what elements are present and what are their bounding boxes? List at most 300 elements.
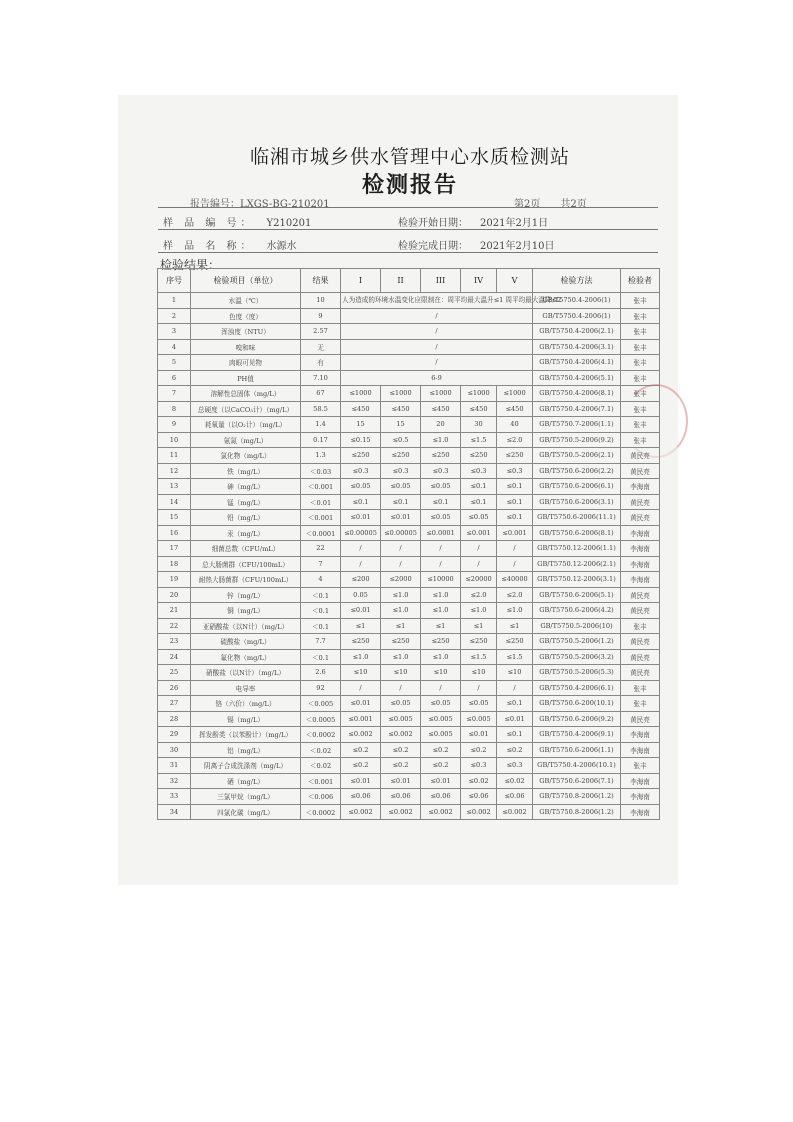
grade-limit-cell: ≤0.1 (497, 696, 533, 712)
col-header: I (341, 269, 381, 293)
grade-limit-cell: ≤40000 (497, 572, 533, 588)
grade-limit-cell: ≤0.06 (341, 789, 381, 805)
result-cell: ＜0.006 (301, 789, 341, 805)
grade-limit-cell: ≤0.05 (381, 479, 421, 495)
row-number-cell: 27 (158, 696, 191, 712)
method-cell: GB/T5750.4-2006(6.1) (533, 680, 621, 696)
row-number-cell: 30 (158, 742, 191, 758)
grade-limit-cell: ≤1 (461, 618, 497, 634)
tester-cell: 李海南 (621, 541, 660, 557)
start-date-value: 2021年2月1日 (480, 218, 549, 229)
grade-limit-cell: ≤0.05 (461, 510, 497, 526)
col-header: 结果 (301, 269, 341, 293)
grade-limit-cell: / (421, 680, 461, 696)
grade-limit-cell: ≤0.05 (421, 479, 461, 495)
grade-limit-cell: 15 (341, 417, 381, 433)
grade-limit-cell: ≤1.0 (497, 603, 533, 619)
tester-cell: 黄民亮 (621, 665, 660, 681)
grade-limit-cell: ≤0.1 (497, 479, 533, 495)
results-label: 检验结果： (160, 258, 221, 272)
row-number-cell: 15 (158, 510, 191, 526)
method-cell: GB/T5750.6-2006(8.1) (533, 525, 621, 541)
result-cell: 10 (301, 293, 341, 309)
table-row (158, 432, 660, 448)
table-row (158, 401, 660, 417)
grade-limit-cell: ≤0.002 (381, 727, 421, 743)
result-cell: ＜0.01 (301, 494, 341, 510)
row-number-cell: 31 (158, 758, 191, 774)
table-row (158, 603, 660, 619)
item-cell: 四氯化碳（mg/L） (191, 804, 301, 820)
item-cell: 水温（℃） (191, 293, 301, 309)
table-row (158, 618, 660, 634)
method-cell: GB/T5750.6-2006(7.1) (533, 773, 621, 789)
grade-limit-cell: ≤0.3 (497, 463, 533, 479)
row-number-cell: 11 (158, 448, 191, 464)
result-cell: 2.57 (301, 324, 341, 340)
tester-cell: 张丰 (621, 386, 660, 402)
table-row (158, 370, 660, 386)
grade-limit-cell: ≤0.01 (497, 711, 533, 727)
table-row (158, 510, 660, 526)
method-cell: GB/T5750.8-2006(1.2) (533, 804, 621, 820)
grade-limit-cell: ≤450 (421, 401, 461, 417)
table-row (158, 417, 660, 433)
grade-limit-cell: ≤0.3 (461, 758, 497, 774)
grade-limit-cell: ≤1.0 (421, 432, 461, 448)
grade-limit-cell: ≤1.0 (421, 587, 461, 603)
grade-limit-cell: ≤1000 (381, 386, 421, 402)
table-row (158, 308, 660, 324)
row-number-cell: 5 (158, 355, 191, 371)
row-number-cell: 10 (158, 432, 191, 448)
row-number-cell: 1 (158, 293, 191, 309)
item-cell: 硝酸盐（以N计）（mg/L） (191, 665, 301, 681)
grade-limit-cell: ≤0.2 (381, 742, 421, 758)
result-cell: ＜0.001 (301, 510, 341, 526)
grade-limit-cell: ≤20000 (461, 572, 497, 588)
item-cell: 氯化物（mg/L） (191, 448, 301, 464)
grade-limit-cell: ≤0.2 (421, 758, 461, 774)
grade-limit-cell: ≤0.0001 (421, 525, 461, 541)
grade-limit-cell: ≤1.0 (461, 603, 497, 619)
tester-cell: 张丰 (621, 401, 660, 417)
grade-limit-cell: / (381, 556, 421, 572)
grade-limit-cell: 40 (497, 417, 533, 433)
grade-limit-cell: ≤2.0 (497, 432, 533, 448)
tester-cell: 张丰 (621, 324, 660, 340)
tester-cell: 黄民亮 (621, 649, 660, 665)
grade-limit-cell: ≤0.001 (497, 525, 533, 541)
table-row (158, 649, 660, 665)
grade-limit-cell: ≤0.1 (497, 510, 533, 526)
grade-limit-cell: ≤0.002 (341, 727, 381, 743)
tester-cell: 张丰 (621, 432, 660, 448)
header-rule (158, 207, 658, 208)
item-cell: 细菌总数（CFU/mL） (191, 541, 301, 557)
method-cell: GB/T5750.4-2006(5.1) (533, 370, 621, 386)
grade-limit-cell: ≤0.06 (497, 789, 533, 805)
item-cell: 铜（mg/L） (191, 603, 301, 619)
method-cell: GB/T5750.5-2006(10) (533, 618, 621, 634)
row-number-cell: 6 (158, 370, 191, 386)
grade-limit-cell: / (341, 556, 381, 572)
grade-limit-cell: ≤1000 (341, 386, 381, 402)
grade-limit-cell: ≤0.2 (421, 742, 461, 758)
grade-limit-cell: ≤0.2 (341, 742, 381, 758)
result-cell: 1.3 (301, 448, 341, 464)
grade-limit-cell: / (461, 541, 497, 557)
grade-limit-cell: ≤1 (341, 618, 381, 634)
grade-limit-cell: ≤1000 (421, 386, 461, 402)
table-row (158, 727, 660, 743)
row-number-cell: 16 (158, 525, 191, 541)
col-header: 检验项目（单位） (191, 269, 301, 293)
result-cell: ＜0.1 (301, 603, 341, 619)
method-cell: GB/T5750.5-2006(5.3) (533, 665, 621, 681)
result-cell: 67 (301, 386, 341, 402)
table-row (158, 355, 660, 371)
grade-limit-cell: ≤1.0 (341, 649, 381, 665)
tester-cell: 李海南 (621, 773, 660, 789)
method-cell: GB/T5750.6-2006(5.1) (533, 587, 621, 603)
item-cell: 锌（mg/L） (191, 587, 301, 603)
tester-cell: 张丰 (621, 417, 660, 433)
item-cell: 锰（mg/L） (191, 494, 301, 510)
method-cell: GB/T5750.8-2006(1.2) (533, 789, 621, 805)
result-cell: 无 (301, 339, 341, 355)
tester-cell: 黄民亮 (621, 634, 660, 650)
col-header: II (381, 269, 421, 293)
result-cell: ＜0.02 (301, 758, 341, 774)
tester-cell: 李海南 (621, 525, 660, 541)
result-cell: ＜0.005 (301, 696, 341, 712)
row-number-cell: 8 (158, 401, 191, 417)
tester-cell: 李海南 (621, 789, 660, 805)
method-cell: GB/T5750.4-2006(8.1) (533, 386, 621, 402)
grade-limit-merged-cell: 人为造成的环境水温变化应限制在：周平均最大温升≤1 周平均最大温降≤2 (341, 293, 533, 309)
tester-cell: 张丰 (621, 370, 660, 386)
grade-limit-cell: / (341, 680, 381, 696)
item-cell: 铝（mg/L） (191, 742, 301, 758)
grade-limit-cell: ≤0.3 (421, 463, 461, 479)
table-row (158, 448, 660, 464)
grade-limit-cell: ≤0.2 (341, 758, 381, 774)
grade-limit-cell: ≤10 (421, 665, 461, 681)
tester-cell: 张丰 (621, 618, 660, 634)
row-number-cell: 17 (158, 541, 191, 557)
method-cell: GB/T5750.6-2006(6.1) (533, 479, 621, 495)
item-cell: 阴离子合成洗涤剂（mg/L） (191, 758, 301, 774)
row-number-cell: 29 (158, 727, 191, 743)
result-cell: 7.10 (301, 370, 341, 386)
grade-limit-cell: ≤250 (497, 448, 533, 464)
row-number-cell: 34 (158, 804, 191, 820)
grade-limit-cell: ≤1000 (461, 386, 497, 402)
row-number-cell: 12 (158, 463, 191, 479)
tester-cell: 黄民亮 (621, 463, 660, 479)
grade-limit-cell: ≤1.5 (461, 649, 497, 665)
organization-title: 临湘市城乡供水管理中心水质检测站 (249, 146, 570, 168)
tester-cell: 李海南 (621, 572, 660, 588)
grade-limit-cell: ≤0.00005 (341, 525, 381, 541)
item-cell: 浑浊度（NTU） (191, 324, 301, 340)
grade-limit-cell: ≤0.01 (381, 773, 421, 789)
table-row (158, 386, 660, 402)
method-cell: GB/T5750.5-2006(9.2) (533, 432, 621, 448)
tester-cell: 黄民亮 (621, 711, 660, 727)
method-cell: GB/T5750.4-2006(2.1) (533, 324, 621, 340)
table-row (158, 479, 660, 495)
grade-limit-cell: / (461, 680, 497, 696)
col-header: III (421, 269, 461, 293)
method-cell: GB/T5750.4-2006(7.1) (533, 401, 621, 417)
grade-limit-cell: ≤0.001 (461, 525, 497, 541)
result-cell: ＜0.1 (301, 587, 341, 603)
tester-cell: 张丰 (621, 758, 660, 774)
item-cell: 溶解性总固体（mg/L） (191, 386, 301, 402)
grade-limit-cell: ≤1 (497, 618, 533, 634)
grade-limit-cell: 15 (381, 417, 421, 433)
item-cell: 铅（mg/L） (191, 510, 301, 526)
grade-limit-cell: / (421, 541, 461, 557)
item-cell: 总大肠菌群（CFU/100mL） (191, 556, 301, 572)
result-cell: ＜0.001 (301, 773, 341, 789)
item-cell: 氟化物（mg/L） (191, 649, 301, 665)
table-row (158, 572, 660, 588)
method-cell: GB/T5750.4-2006(9.1) (533, 727, 621, 743)
row-number-cell: 25 (158, 665, 191, 681)
table-row (158, 804, 660, 820)
grade-limit-cell: ≤200 (341, 572, 381, 588)
result-cell: 2.6 (301, 665, 341, 681)
grade-limit-cell: ≤0.005 (421, 727, 461, 743)
grade-limit-cell: ≤0.002 (461, 804, 497, 820)
grade-limit-cell: ≤0.02 (461, 773, 497, 789)
result-cell: 58.5 (301, 401, 341, 417)
item-cell: 氨氮（mg/L） (191, 432, 301, 448)
grade-limit-cell: ≤250 (497, 634, 533, 650)
grade-limit-cell: ≤0.02 (497, 773, 533, 789)
grade-limit-cell: ≤1.0 (381, 603, 421, 619)
grade-limit-cell: ≤1.0 (381, 587, 421, 603)
method-cell: GB/T5750.12-2006(2.1) (533, 556, 621, 572)
grade-limit-cell: / (381, 541, 421, 557)
item-cell: 铬（六价）（mg/L） (191, 696, 301, 712)
method-cell: GB/T5750.4-2006(1) (533, 293, 621, 309)
result-cell: ＜0.0005 (301, 711, 341, 727)
result-cell: 有 (301, 355, 341, 371)
item-cell: 亚硝酸盐（以N计）（mg/L） (191, 618, 301, 634)
sample-no-field (163, 214, 311, 229)
result-cell: ＜0.0002 (301, 804, 341, 820)
grade-limit-merged-cell: / (341, 324, 533, 340)
tester-cell: 张丰 (621, 339, 660, 355)
method-cell: GB/T5750.5-2006(2.1) (533, 448, 621, 464)
tester-cell: 李海南 (621, 727, 660, 743)
table-row (158, 665, 660, 681)
grade-limit-cell: ≤10000 (421, 572, 461, 588)
grade-limit-merged-cell: 6-9 (341, 370, 533, 386)
item-cell: 肉眼可见物 (191, 355, 301, 371)
col-header: V (497, 269, 533, 293)
grade-limit-cell: ≤250 (341, 634, 381, 650)
row-number-cell: 24 (158, 649, 191, 665)
item-cell: 镉（mg/L） (191, 711, 301, 727)
item-cell: 电导率 (191, 680, 301, 696)
tester-cell: 黄民亮 (621, 494, 660, 510)
grade-limit-cell: ≤0.2 (381, 758, 421, 774)
end-date-label: 检验完成日期： (398, 241, 468, 252)
grade-limit-cell: ≤250 (461, 448, 497, 464)
row-number-cell: 3 (158, 324, 191, 340)
result-cell: ＜0.1 (301, 649, 341, 665)
table-row (158, 711, 660, 727)
row-number-cell: 32 (158, 773, 191, 789)
method-cell: GB/T5750.6-200(10.1) (533, 696, 621, 712)
method-cell: GB/T5750.6-2006(4.2) (533, 603, 621, 619)
table-row (158, 634, 660, 650)
item-cell: 三氯甲烷（mg/L） (191, 789, 301, 805)
page-number: 第2页 共2页 (514, 199, 587, 210)
method-cell: GB/T5750.12-2006(3.1) (533, 572, 621, 588)
grade-limit-cell: ≤0.1 (341, 494, 381, 510)
method-cell: GB/T5750.4-2006(4.1) (533, 355, 621, 371)
report-number: 报告编号：LXGS-BG-210201 (190, 199, 330, 210)
tester-cell: 李海南 (621, 479, 660, 495)
grade-limit-cell: ≤0.3 (381, 463, 421, 479)
result-cell: ＜0.001 (301, 479, 341, 495)
tester-cell: 黄民亮 (621, 510, 660, 526)
grade-limit-cell: ≤10 (341, 665, 381, 681)
grade-limit-cell: ≤0.3 (341, 463, 381, 479)
item-cell: 耐热大肠菌群（CFU/100mL） (191, 572, 301, 588)
col-header: 检验方法 (533, 269, 621, 293)
grade-limit-cell: ≤2.0 (461, 587, 497, 603)
method-cell: GB/T5750.6-2006(9.2) (533, 711, 621, 727)
grade-limit-cell: / (421, 556, 461, 572)
grade-limit-cell: ≤0.01 (341, 696, 381, 712)
row-number-cell: 19 (158, 572, 191, 588)
tester-cell: 李海南 (621, 804, 660, 820)
grade-limit-cell: ≤10 (381, 665, 421, 681)
grade-limit-cell: / (461, 556, 497, 572)
sample-no-value: Y210201 (266, 218, 312, 229)
grade-limit-cell: ≤1000 (497, 386, 533, 402)
row-number-cell: 2 (158, 308, 191, 324)
item-cell: 硫酸盐（mg/L） (191, 634, 301, 650)
grade-limit-cell: 20 (421, 417, 461, 433)
grade-limit-cell: ≤0.005 (381, 711, 421, 727)
item-cell: 色度（度） (191, 308, 301, 324)
result-cell: ＜0.0002 (301, 727, 341, 743)
item-cell: 耗氧量（以O₂计）（mg/L） (191, 417, 301, 433)
grade-limit-cell: ≤0.01 (381, 510, 421, 526)
col-header: 检验者 (621, 269, 660, 293)
row-number-cell: 33 (158, 789, 191, 805)
grade-limit-cell: ≤0.5 (381, 432, 421, 448)
tester-cell: 黄民亮 (621, 587, 660, 603)
result-cell: 1.4 (301, 417, 341, 433)
item-cell: 汞（mg/L） (191, 525, 301, 541)
grade-limit-cell: ≤0.05 (421, 510, 461, 526)
table-row (158, 541, 660, 557)
meta-rule-bottom (158, 252, 658, 253)
table-row (158, 773, 660, 789)
method-cell: GB/T5750.4-2006(3.1) (533, 339, 621, 355)
result-cell: ＜0.02 (301, 742, 341, 758)
grade-limit-cell: ≤0.1 (461, 494, 497, 510)
item-cell: 硒（mg/L） (191, 773, 301, 789)
grade-limit-cell: ≤0.05 (421, 696, 461, 712)
table-row (158, 339, 660, 355)
row-number-cell: 22 (158, 618, 191, 634)
table-row (158, 463, 660, 479)
table-row (158, 525, 660, 541)
grade-limit-cell: / (381, 680, 421, 696)
table-row (158, 587, 660, 603)
grade-limit-cell: ≤0.002 (381, 804, 421, 820)
grade-limit-cell: 30 (461, 417, 497, 433)
result-cell: 9 (301, 308, 341, 324)
table-row (158, 494, 660, 510)
meta-rule (158, 229, 658, 230)
grade-limit-cell: ≤0.2 (461, 742, 497, 758)
table-row (158, 680, 660, 696)
row-number-cell: 28 (158, 711, 191, 727)
method-cell: GB/T5750.5-2006(1.2) (533, 634, 621, 650)
start-date-label: 检验开始日期： (398, 218, 468, 229)
grade-limit-cell: ≤0.06 (381, 789, 421, 805)
grade-limit-cell: ≤0.06 (461, 789, 497, 805)
grade-limit-cell: / (497, 556, 533, 572)
start-date-field (398, 214, 548, 229)
row-number-cell: 9 (158, 417, 191, 433)
result-cell: 7 (301, 556, 341, 572)
end-date-field (398, 237, 555, 252)
grade-limit-cell: ≤250 (421, 448, 461, 464)
report-title: 检测报告 (361, 172, 458, 198)
grade-limit-cell: ≤0.005 (461, 711, 497, 727)
grade-limit-cell: ≤450 (381, 401, 421, 417)
grade-limit-cell: ≤0.05 (341, 479, 381, 495)
grade-limit-cell: ≤0.06 (421, 789, 461, 805)
grade-limit-merged-cell: / (341, 308, 533, 324)
tester-cell: 李海南 (621, 742, 660, 758)
result-cell: 7.7 (301, 634, 341, 650)
grade-limit-cell: ≤250 (461, 634, 497, 650)
grade-limit-cell: ≤10 (497, 665, 533, 681)
tester-cell: 张丰 (621, 696, 660, 712)
grade-limit-cell: 0.05 (341, 587, 381, 603)
grade-limit-cell: ≤0.001 (341, 711, 381, 727)
grade-limit-cell: ≤2.0 (497, 587, 533, 603)
results-table (157, 268, 660, 820)
result-cell: ＜0.0001 (301, 525, 341, 541)
row-number-cell: 14 (158, 494, 191, 510)
result-cell: 22 (301, 541, 341, 557)
grade-limit-cell: ≤0.01 (341, 773, 381, 789)
grade-limit-cell: ≤1.0 (421, 649, 461, 665)
grade-limit-cell: ≤0.05 (461, 696, 497, 712)
result-cell: 4 (301, 572, 341, 588)
row-number-cell: 23 (158, 634, 191, 650)
sample-name-value: 水源水 (266, 241, 297, 252)
grade-limit-cell: ≤0.002 (421, 804, 461, 820)
grade-limit-cell: ≤0.002 (497, 804, 533, 820)
tester-cell: 张丰 (621, 308, 660, 324)
col-header: 序号 (158, 269, 191, 293)
